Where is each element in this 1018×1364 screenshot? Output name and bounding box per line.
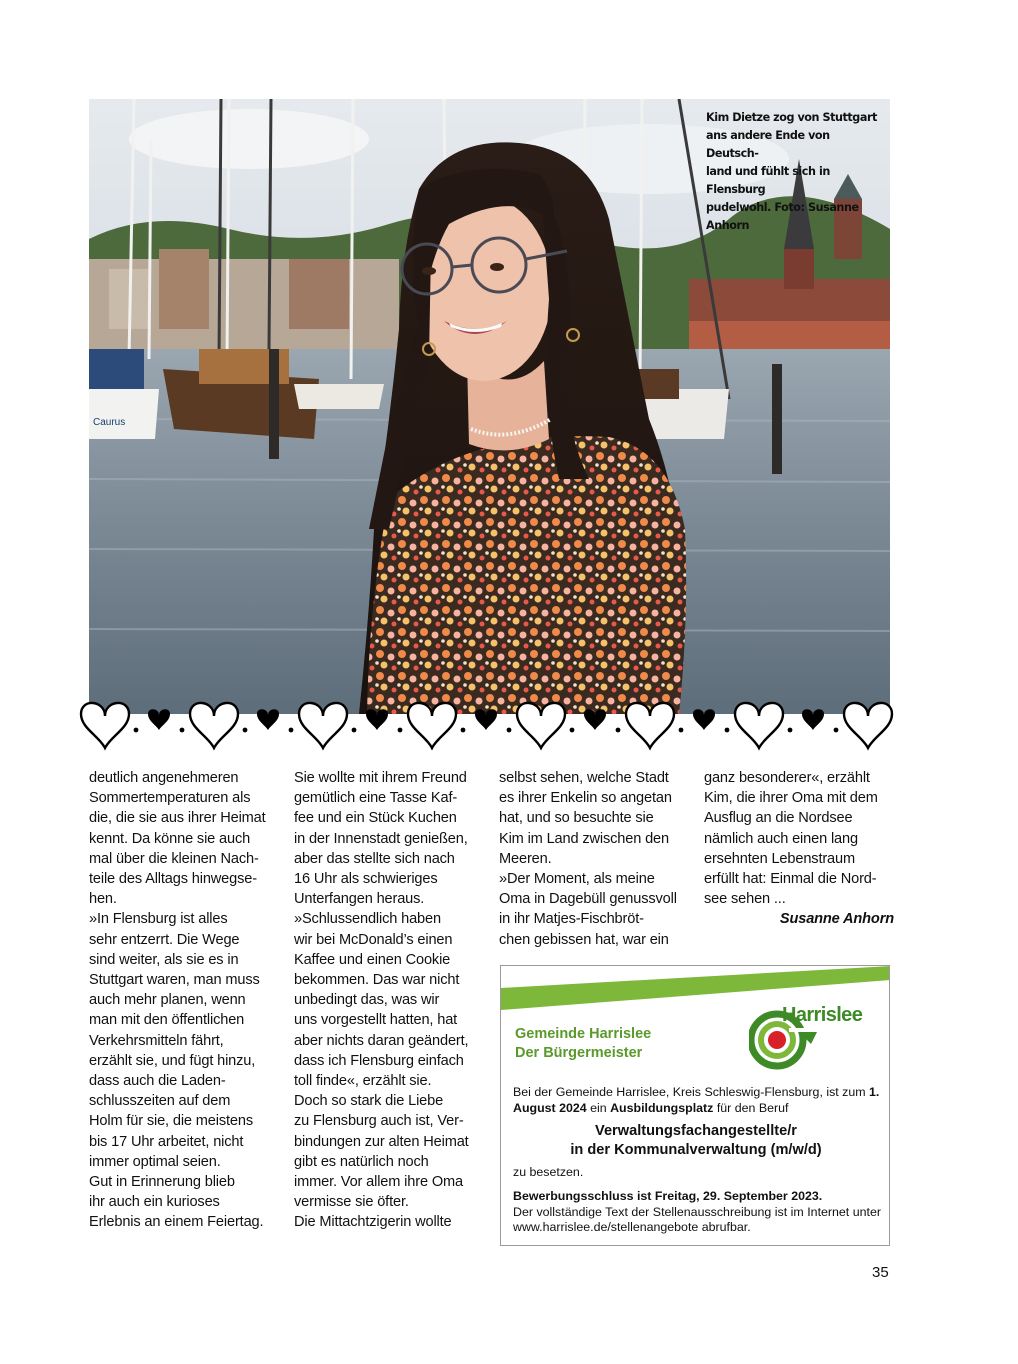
heart-outline-icon (81, 703, 129, 748)
org-line-2: Der Bürgermeister (515, 1045, 643, 1061)
heart-outline-icon (735, 703, 783, 748)
heart-filled-icon (148, 709, 170, 730)
start-date: 1. August 2024 (513, 1085, 880, 1115)
heart-outline-icon (408, 703, 456, 748)
heart-outline-icon (844, 703, 892, 748)
heart-outline-icon (626, 703, 674, 748)
paragraph: selbst sehen, welche Stadt es ihrer Enkelin so angetan hat, und so besuchte sie Kim im Land zwischen den Meeren. (499, 770, 672, 867)
heart-filled-icon (693, 709, 715, 730)
paragraph: »Schlussendlich haben wir bei McDonald’s einen Kaffee und einen Cookie bekommen. Das war nicht unbedingt das, was wir uns vorgestellt hatten, hat aber nichts daran geändert, dass ich Flensburg einfach toll finde«, erzählt sie. (294, 911, 469, 1090)
logo-wordmark: Harrislee (782, 1004, 863, 1026)
to-be-filled-text: zu besetzen. (513, 1165, 584, 1179)
heart-filled-icon (257, 709, 279, 730)
intro-part: ein (586, 1101, 611, 1115)
paragraph: Doch so stark die Liebe zu Flensburg auch ist, Ver- bindungen zur alten Heimat gibt es natürlich noch immer. Vor allem ihre Oma vermisse sie öfter. (294, 1093, 469, 1211)
boat-name: Caurus (93, 417, 126, 428)
application-deadline: Bewerbungsschluss ist Freitag, 29. September 2023. (513, 1189, 823, 1203)
advertiser-name (515, 1025, 651, 1063)
paragraph: Sie wollte mit ihrem Freund gemütlich eine Tasse Kaf- fee und ein Stück Kuchen in der Innenstadt genießen, aber das stellte sich nach 16 Uhr als schwieriges Unterfangen heraus. (294, 770, 468, 908)
ad-intro-text (513, 1084, 881, 1116)
harrislee-logo (749, 1002, 877, 1072)
page-number: 35 (872, 1264, 889, 1281)
photo-caption: Kim Dietze zog von Stuttgart ans andere Ende von Deutsch- land und fühlt sich in Flensburg pudelwohl. Foto: Susanne Anhorn (706, 111, 877, 232)
article-column-3 (499, 768, 687, 950)
training-place: Ausbildungsplatz (610, 1101, 714, 1115)
job-title-line-2: in der Kommunalverwaltung (m/w/d) (570, 1142, 822, 1158)
deadline-block (513, 1189, 881, 1236)
job-advertisement (500, 965, 890, 1246)
job-title-line-1: Verwaltungsfachangestellte/r (595, 1123, 797, 1139)
paragraph: Die Mittachtzigerin wollte (294, 1214, 452, 1231)
details-text: Der vollständige Text der Stellenausschreibung ist im Internet unter www.harrislee.de/stellenangebote abrufbar. (513, 1204, 881, 1234)
article-column-4 (704, 768, 894, 930)
photo (89, 99, 890, 714)
heart-outline-icon (190, 703, 238, 748)
author-byline: Susanne Anhorn (779, 911, 894, 928)
intro-part: Bei der Gemeinde Harrislee, Kreis Schleswig-Flensburg, ist zum (513, 1085, 870, 1099)
intro-part: für den Beruf (713, 1101, 789, 1115)
paragraph: ganz besonderer«, erzählt Kim, die ihrer Oma mit dem Ausflug an die Nordsee nämlich auch einen lang ersehnten Lebenstraum erfüllt hat: Einmal die Nord- see sehen ... (704, 770, 878, 908)
paragraph: Gut in Erinnerung blieb ihr auch ein kurioses Erlebnis an einem Feiertag. (89, 1174, 264, 1231)
heart-filled-icon (802, 709, 824, 730)
paragraph: »In Flensburg ist alles sehr entzerrt. Die Wege sind weiter, als sie es in Stuttgart waren, man muss auch mehr planen, wenn man mit den öffentlichen Verkehrsmitteln fährt, erzählt sie, und fügt hinzu, dass auch die Laden- schlusszeiten auf dem Holm für sie, die meistens bis 17 Uhr arbeitet, nicht immer optimal seien. (89, 911, 260, 1170)
heart-outline-icon (517, 703, 565, 748)
org-line-1: Gemeinde Harrislee (515, 1026, 652, 1042)
heart-outline-icon (299, 703, 347, 748)
paragraph: deutlich angenehmeren Sommertemperaturen als die, die sie aus ihrer Heimat kennt. Da könne sie auch mal über die kleinen Nach- teile des Alltags hinwegse- hen. (89, 770, 266, 908)
article-column-1 (89, 768, 277, 1233)
heart-border-ornament (78, 700, 898, 756)
paragraph: »Der Moment, als meine Oma in Dagebüll genussvoll in ihr Matjes-Fischbröt- chen gebissen hat, war ein (499, 871, 677, 948)
article-column-2 (294, 768, 482, 1233)
job-title (501, 1122, 890, 1160)
